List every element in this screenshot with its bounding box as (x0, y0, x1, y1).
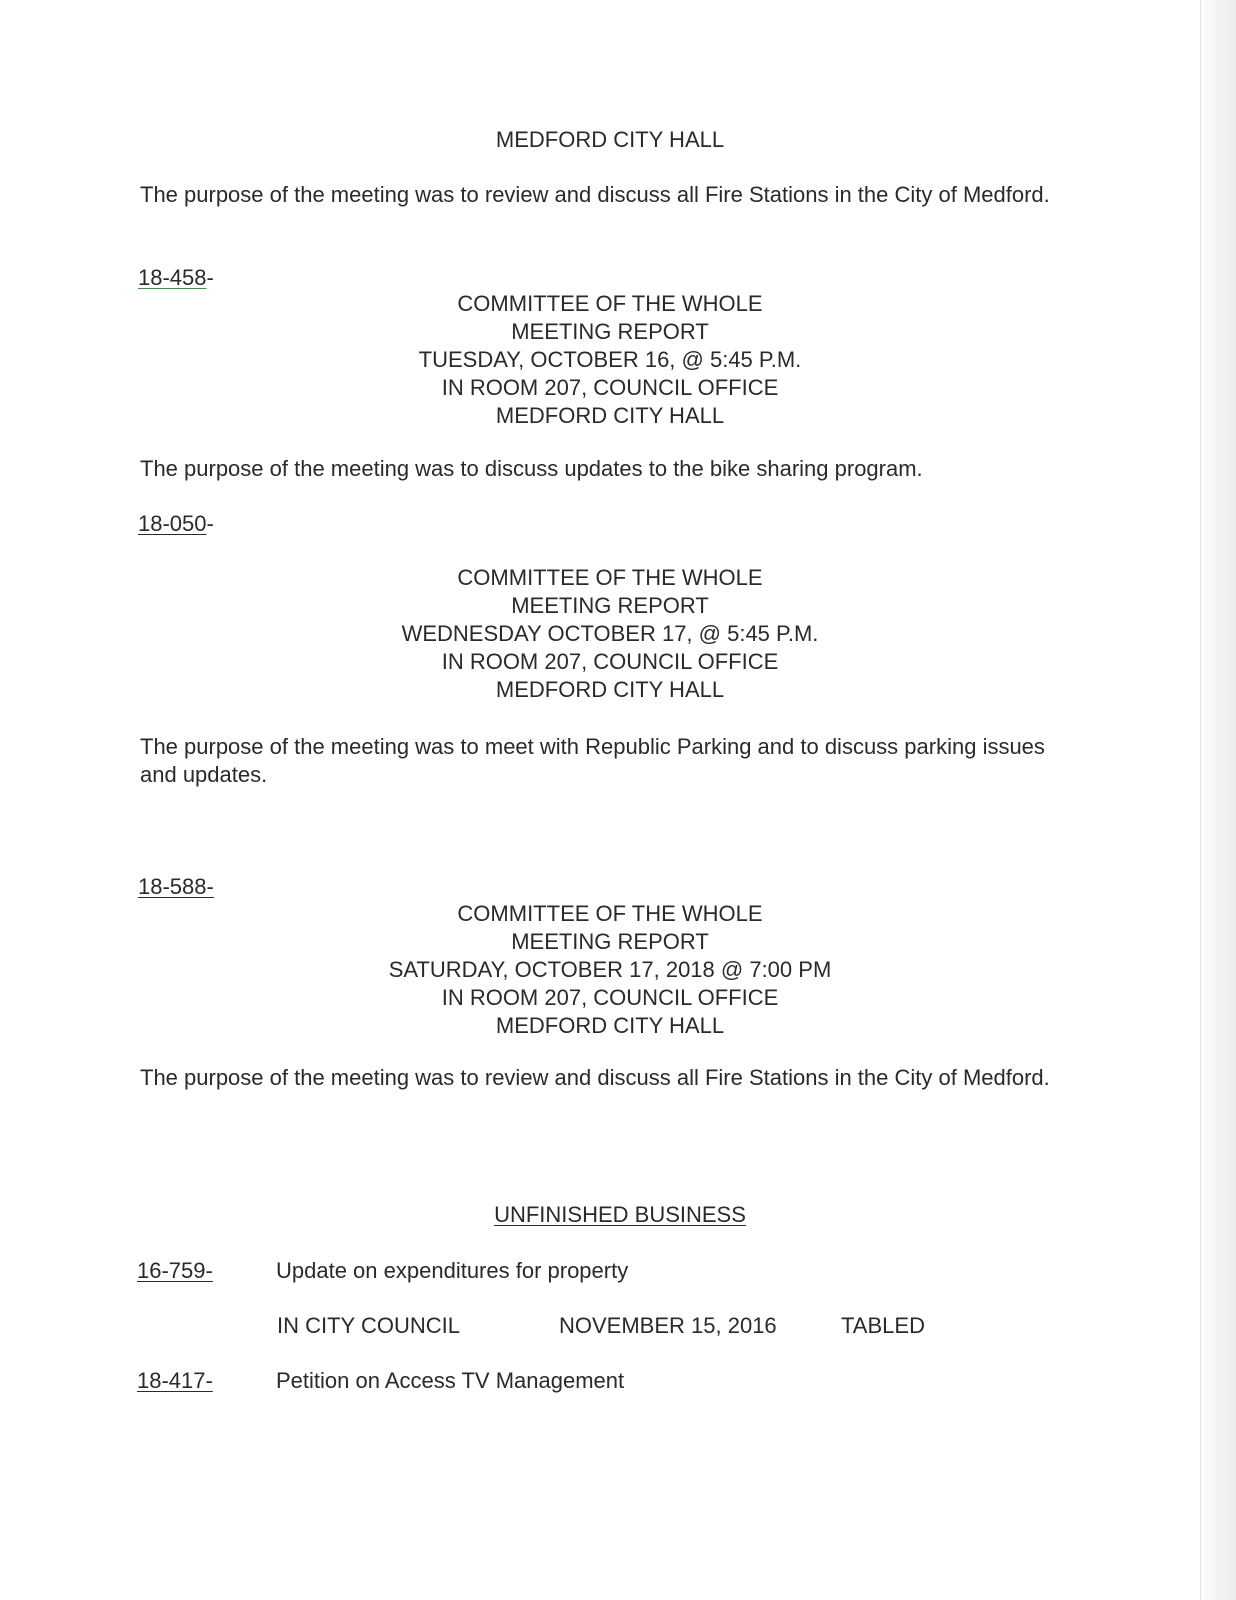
paragraph-fire-stations-1: The purpose of the meeting was to review and discuss all Fire Stations in the City of Medford. (140, 182, 1050, 207)
heading-line: COMMITTEE OF THE WHOLE (457, 291, 763, 316)
action-date: NOVEMBER 15, 2016 (559, 1313, 777, 1338)
action-body: IN CITY COUNCIL (277, 1313, 460, 1338)
heading-line: MEDFORD CITY HALL (495, 677, 725, 702)
heading-line: WEDNESDAY OCTOBER 17, @ 5:45 P.M. (401, 621, 819, 646)
item-number-dash: - (206, 265, 214, 290)
heading-line: MEETING REPORT (511, 593, 709, 618)
item-description-18-417: Petition on Access TV Management (276, 1368, 625, 1393)
page-edge-line (1200, 0, 1201, 1600)
meeting-heading-18-458 (140, 290, 1080, 430)
heading-line: IN ROOM 207, COUNCIL OFFICE (441, 649, 779, 674)
item-number-18-588 (138, 873, 214, 901)
action-status: TABLED (841, 1313, 925, 1338)
item-number-text: 18-588- (138, 874, 214, 899)
item-number-18-458 (138, 264, 214, 292)
paragraph-fire-stations-2: The purpose of the meeting was to review and discuss all Fire Stations in the City of Medford. (140, 1065, 1050, 1090)
heading-line: COMMITTEE OF THE WHOLE (457, 901, 763, 926)
item-number-text: 18-458 (138, 265, 207, 290)
item-number-dash: - (206, 511, 214, 536)
item-number-text: 18-417- (137, 1368, 213, 1393)
heading-line: IN ROOM 207, COUNCIL OFFICE (441, 375, 779, 400)
section-title-unfinished-business (0, 1201, 1236, 1229)
heading-line: SATURDAY, OCTOBER 17, 2018 @ 7:00 PM (388, 957, 832, 982)
item-number-18-050 (138, 510, 214, 538)
heading-line: COMMITTEE OF THE WHOLE (457, 565, 763, 590)
item-description-16-759: Update on expenditures for property (276, 1258, 629, 1283)
meeting-heading-18-050 (140, 564, 1080, 704)
heading-line: IN ROOM 207, COUNCIL OFFICE (441, 985, 779, 1010)
page-edge-shadow (1200, 0, 1236, 1600)
meeting-heading-18-588 (140, 900, 1080, 1040)
heading-line: MEDFORD CITY HALL (495, 1013, 725, 1038)
item-number-text: 16-759- (137, 1258, 213, 1283)
heading-line: MEDFORD CITY HALL (495, 403, 725, 428)
item-number-text: 18-050 (138, 511, 207, 536)
heading-line: MEETING REPORT (511, 929, 709, 954)
heading-line: TUESDAY, OCTOBER 16, @ 5:45 P.M. (418, 347, 802, 372)
section-title-text: UNFINISHED BUSINESS (494, 1202, 746, 1227)
paragraph-republic-parking: The purpose of the meeting was to meet with Republic Parking and to discuss parking issues and updates. (140, 734, 1045, 787)
top-heading: MEDFORD CITY HALL (495, 127, 725, 152)
item-number-16-759 (137, 1257, 213, 1285)
paragraph-bike-sharing: The purpose of the meeting was to discuss updates to the bike sharing program. (140, 456, 923, 481)
item-number-18-417 (137, 1367, 213, 1395)
heading-line: MEETING REPORT (511, 319, 709, 344)
